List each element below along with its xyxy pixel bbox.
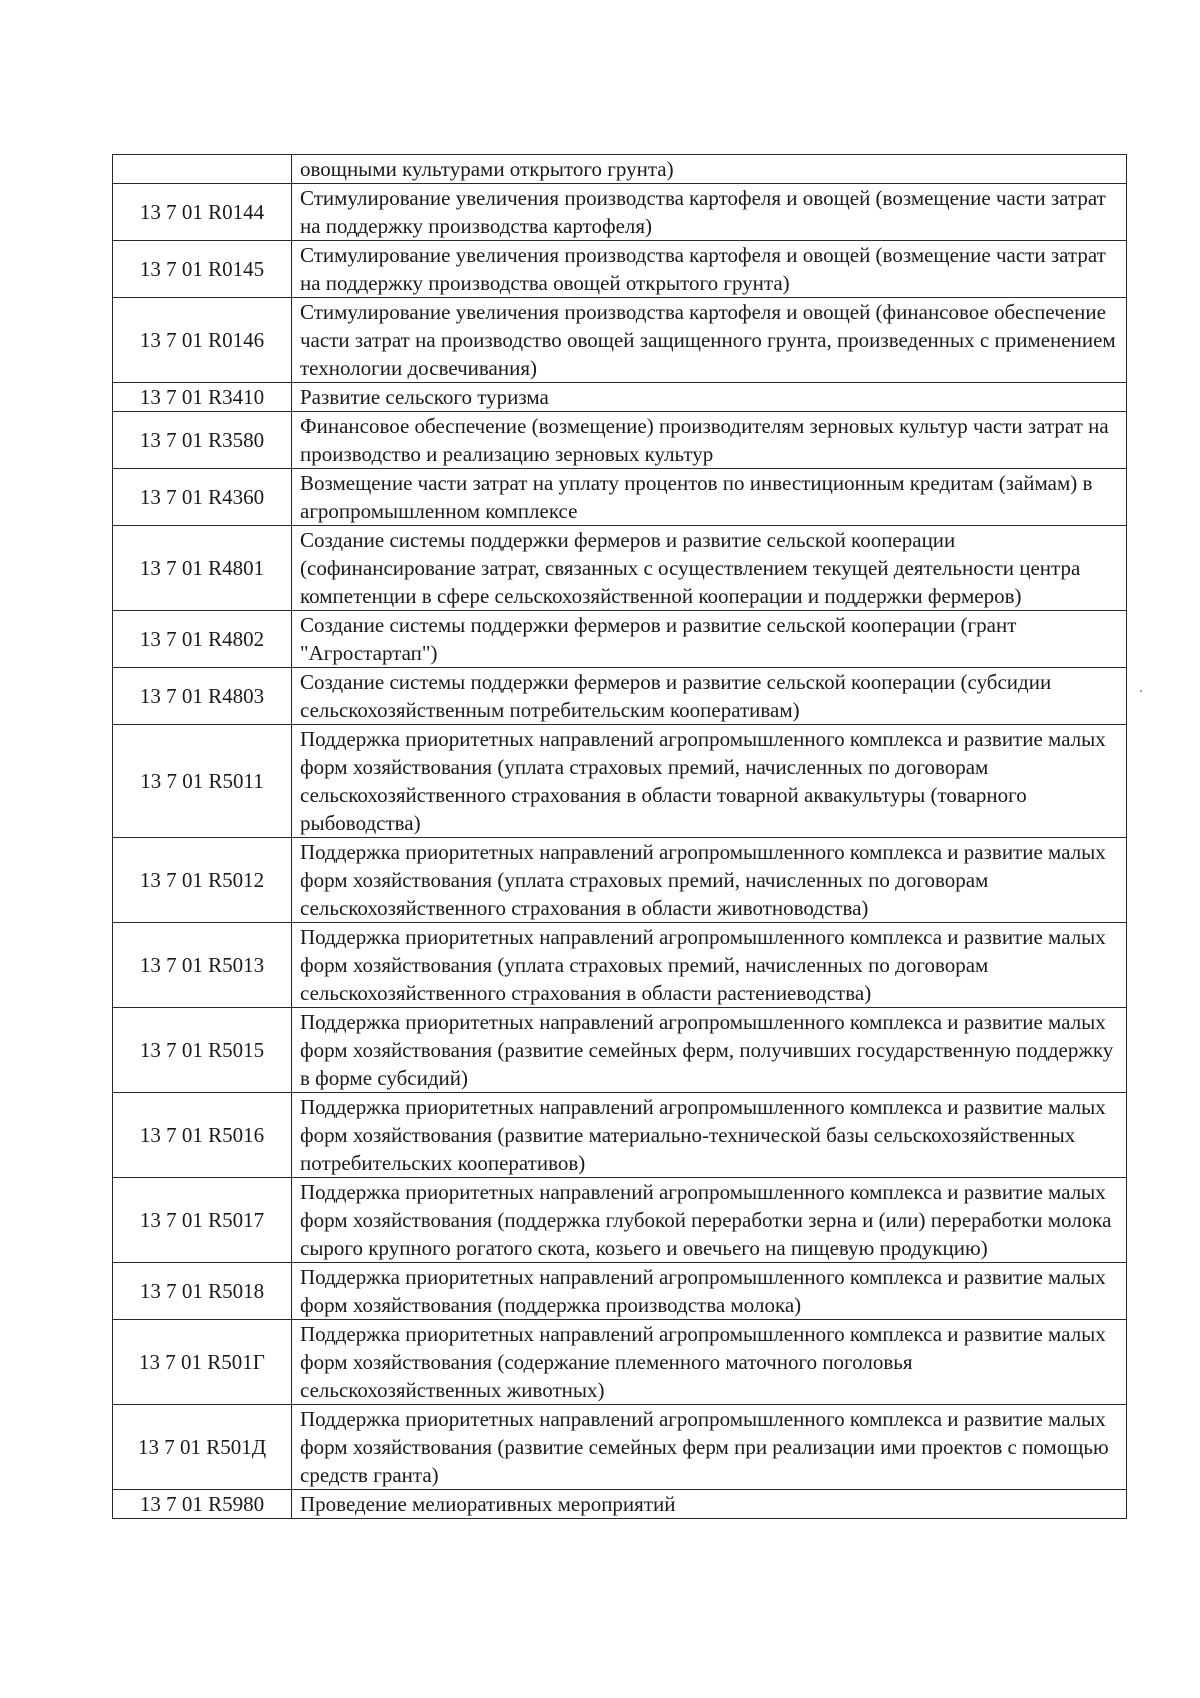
description-cell: Поддержка приоритетных направлений агропромышленного комплекса и развитие малых форм хозяйствования (поддержка глубокой переработки зерна и (или) переработки молока сырого крупного рогатого скота, козьего и овечьего на пищевую продукцию) [292, 1178, 1127, 1263]
table-row [113, 1008, 1127, 1093]
description-cell: Проведение мелиоративных мероприятий [292, 1490, 1127, 1519]
description-cell: Поддержка приоритетных направлений агропромышленного комплекса и развитие малых форм хозяйствования (уплата страховых премий, начисленных по договорам сельскохозяйственного страхования в области животноводства) [292, 838, 1127, 923]
description-cell: Стимулирование увеличения производства картофеля и овощей (возмещение части затрат на поддержку производства овощей открытого грунта) [292, 241, 1127, 298]
table-row [113, 838, 1127, 923]
table-row [113, 383, 1127, 412]
code-cell: 13 7 01 R5016 [113, 1093, 292, 1178]
code-cell: 13 7 01 R501Г [113, 1320, 292, 1405]
code-cell: 13 7 01 R4802 [113, 611, 292, 668]
table-row [113, 1093, 1127, 1178]
code-cell: 13 7 01 R0146 [113, 298, 292, 383]
code-cell: 13 7 01 R5017 [113, 1178, 292, 1263]
description-cell: Поддержка приоритетных направлений агропромышленного комплекса и развитие малых форм хозяйствования (содержание племенного маточного поголовья сельскохозяйственных животных) [292, 1320, 1127, 1405]
table-row [113, 526, 1127, 611]
code-cell: 13 7 01 R5011 [113, 725, 292, 838]
code-cell [113, 155, 292, 184]
description-cell: Создание системы поддержки фермеров и развитие сельской кооперации (субсидии сельскохозяйственным потребительским кооперативам) [292, 668, 1127, 725]
code-cell: 13 7 01 R0145 [113, 241, 292, 298]
description-cell: Поддержка приоритетных направлений агропромышленного комплекса и развитие малых форм хозяйствования (уплата страховых премий, начисленных по договорам сельскохозяйственного страхования в области товарной аквакультуры (товарного рыбоводства) [292, 725, 1127, 838]
code-cell: 13 7 01 R5018 [113, 1263, 292, 1320]
code-cell: 13 7 01 R3410 [113, 383, 292, 412]
code-cell: 13 7 01 R4360 [113, 469, 292, 526]
table-row [113, 1405, 1127, 1490]
scan-speck [1140, 690, 1142, 692]
code-cell: 13 7 01 R4801 [113, 526, 292, 611]
description-cell: Создание системы поддержки фермеров и развитие сельской кооперации (софинансирование затрат, связанных с осуществлением текущей деятельности центра компетенции в сфере сельскохозяйственной кооперации и поддержки фермеров) [292, 526, 1127, 611]
table-row [113, 155, 1127, 184]
description-cell: Развитие сельского туризма [292, 383, 1127, 412]
code-cell: 13 7 01 R5013 [113, 923, 292, 1008]
description-cell: Финансовое обеспечение (возмещение) производителям зерновых культур части затрат на производство и реализацию зерновых культур [292, 412, 1127, 469]
table-row [113, 469, 1127, 526]
code-cell: 13 7 01 R5015 [113, 1008, 292, 1093]
table-row [113, 1490, 1127, 1519]
code-cell: 13 7 01 R4803 [113, 668, 292, 725]
budget-code-table [112, 154, 1127, 1519]
description-cell: Поддержка приоритетных направлений агропромышленного комплекса и развитие малых форм хозяйствования (поддержка производства молока) [292, 1263, 1127, 1320]
code-cell: 13 7 01 R3580 [113, 412, 292, 469]
table-row [113, 725, 1127, 838]
description-cell: Поддержка приоритетных направлений агропромышленного комплекса и развитие малых форм хозяйствования (развитие семейных ферм, получивших государственную поддержку в форме субсидий) [292, 1008, 1127, 1093]
description-cell: овощными культурами открытого грунта) [292, 155, 1127, 184]
table-row [113, 1320, 1127, 1405]
table-row [113, 298, 1127, 383]
code-cell: 13 7 01 R5980 [113, 1490, 292, 1519]
code-cell: 13 7 01 R0144 [113, 184, 292, 241]
table-row [113, 1178, 1127, 1263]
description-cell: Создание системы поддержки фермеров и развитие сельской кооперации (грант "Агростартап") [292, 611, 1127, 668]
code-cell: 13 7 01 R5012 [113, 838, 292, 923]
table-row [113, 241, 1127, 298]
description-cell: Стимулирование увеличения производства картофеля и овощей (финансовое обеспечение части затрат на производство овощей защищенного грунта, произведенных с применением технологии досвечивания) [292, 298, 1127, 383]
description-cell: Возмещение части затрат на уплату процентов по инвестиционным кредитам (займам) в агропромышленном комплексе [292, 469, 1127, 526]
table-row [113, 611, 1127, 668]
description-cell: Поддержка приоритетных направлений агропромышленного комплекса и развитие малых форм хозяйствования (развитие материально-технической базы сельскохозяйственных потребительских кооперативов) [292, 1093, 1127, 1178]
table-row [113, 1263, 1127, 1320]
table-row [113, 184, 1127, 241]
description-cell: Поддержка приоритетных направлений агропромышленного комплекса и развитие малых форм хозяйствования (развитие семейных ферм при реализации ими проектов с помощью средств гранта) [292, 1405, 1127, 1490]
description-cell: Поддержка приоритетных направлений агропромышленного комплекса и развитие малых форм хозяйствования (уплата страховых премий, начисленных по договорам сельскохозяйственного страхования в области растениеводства) [292, 923, 1127, 1008]
table-row [113, 923, 1127, 1008]
description-cell: Стимулирование увеличения производства картофеля и овощей (возмещение части затрат на поддержку производства картофеля) [292, 184, 1127, 241]
table-row [113, 668, 1127, 725]
code-cell: 13 7 01 R501Д [113, 1405, 292, 1490]
table-row [113, 412, 1127, 469]
